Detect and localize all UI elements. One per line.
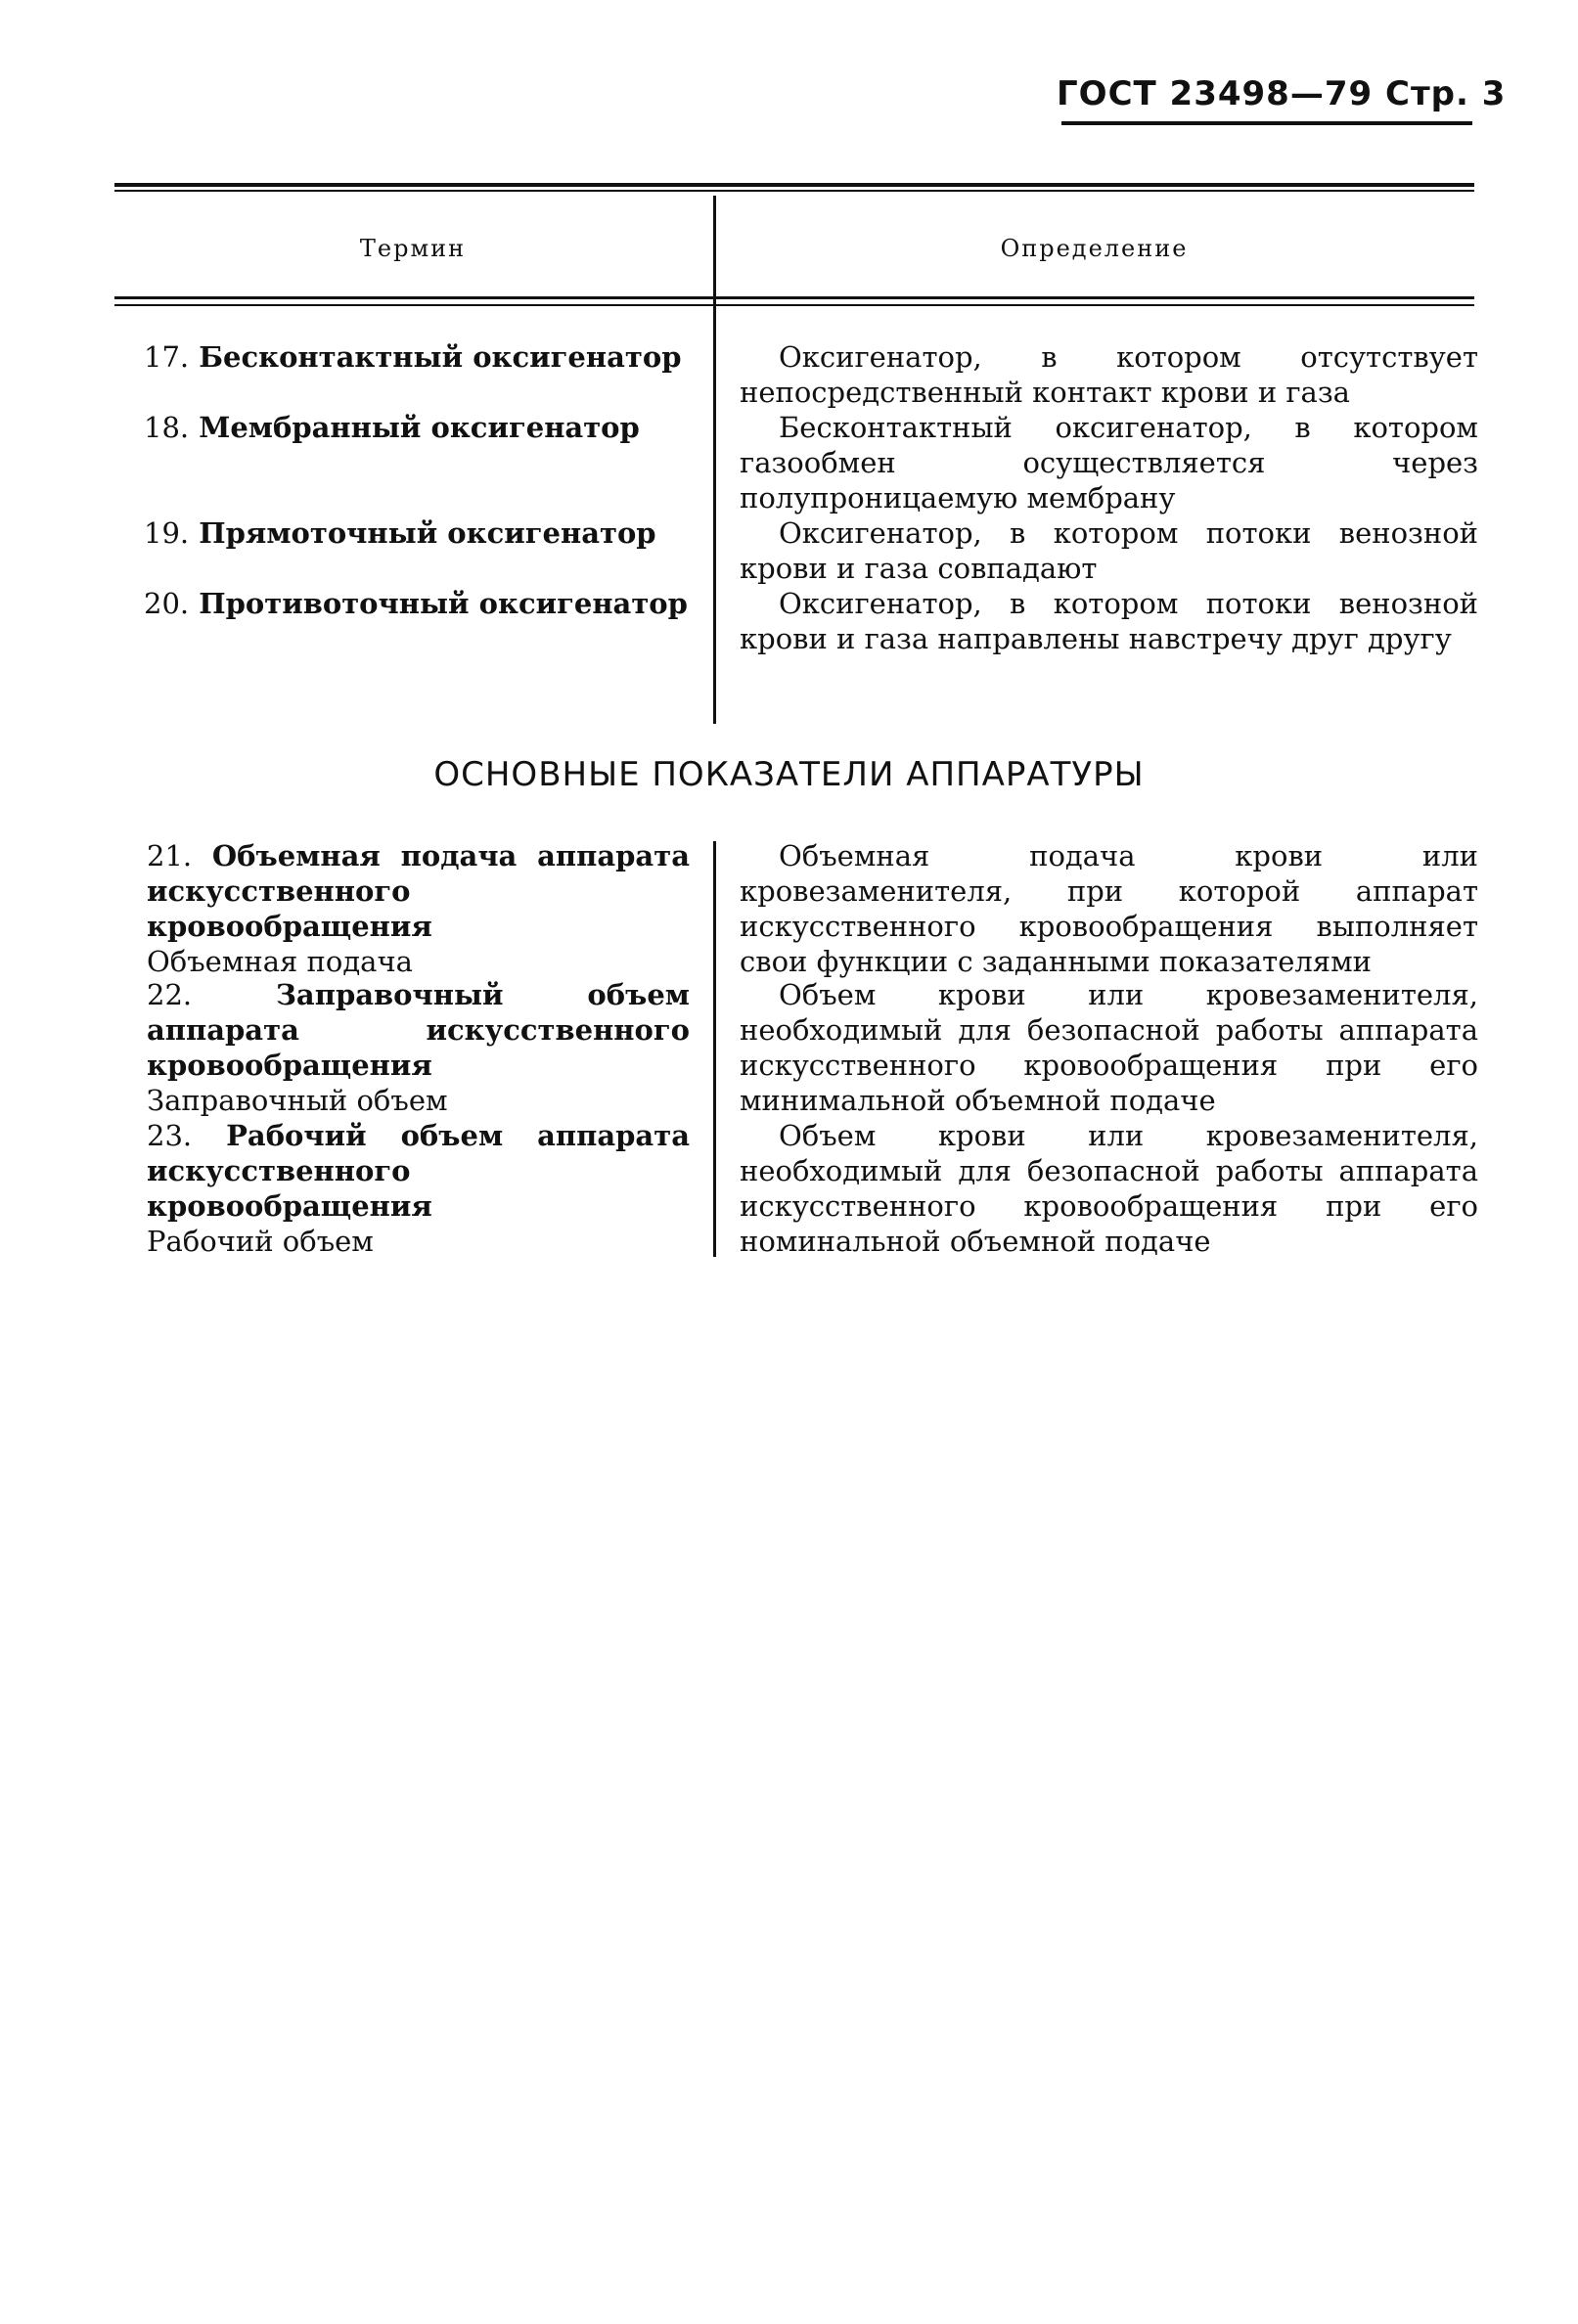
term-21-short: Объемная подача	[147, 945, 413, 978]
term-23: 23. Рабочий объем аппарата искусственного кровообращения Рабочий объем	[147, 1119, 690, 1258]
definition-17: Оксигенатор, в котором отсутствует непосредственный контакт крови и газа	[740, 340, 1478, 409]
header-rule	[1061, 121, 1472, 125]
term-22-short: Заправочный объем	[147, 1084, 448, 1117]
table-top-rule-thin	[114, 190, 1474, 192]
header-bottom-rule-thin	[114, 304, 1474, 306]
column-header-term: Термин	[359, 235, 467, 262]
term-20: 20. Противоточный оксигенатор	[144, 587, 688, 620]
page-header: ГОСТ 23498—79 Стр. 3	[1057, 74, 1507, 113]
definition-23: Объем крови или кровезаменителя, необходимый для безопасной работы аппарата искусственного кровообращения при его номинальной объемной подаче	[740, 1119, 1478, 1258]
header-bottom-rule	[114, 296, 1474, 299]
term-18: 18. Мембранный оксигенатор	[144, 411, 640, 444]
definition-20: Оксигенатор, в котором потоки венозной крови и газа направлены навстречу друг другу	[740, 587, 1478, 655]
term-21: 21. Объемная подача аппарата искусственного кровообращения Объемная подача	[147, 839, 690, 978]
term-19: 19. Прямоточный оксигенатор	[144, 516, 656, 550]
term-17: 17. Бесконтактный оксигенатор	[144, 340, 682, 374]
definition-22: Объем крови или кровезаменителя, необходимый для безопасной работы аппарата искусственного кровообращения при его минимальной объемной подаче	[740, 978, 1478, 1117]
section-title: ОСНОВНЫЕ ПОКАЗАТЕЛИ АППАРАТУРЫ	[433, 755, 1145, 794]
column-header-definition: Определение	[1000, 235, 1189, 262]
term-23-short: Рабочий объем	[147, 1225, 374, 1258]
table-column-divider	[713, 196, 716, 724]
definition-18: Бесконтактный оксигенатор, в котором газообмен осуществляется через полупроницаемую мембрану	[740, 411, 1478, 514]
definition-21: Объемная подача крови или кровезаменителя, при которой аппарат искусственного кровообращения выполняет свои функции с заданными показателями	[740, 839, 1478, 978]
definition-19: Оксигенатор, в котором потоки венозной крови и газа совпадают	[740, 516, 1478, 585]
section-column-divider	[713, 841, 716, 1257]
table-top-rule	[114, 183, 1474, 187]
term-22: 22. Заправочный объем аппарата искусственного кровообращения Заправочный объем	[147, 978, 690, 1117]
